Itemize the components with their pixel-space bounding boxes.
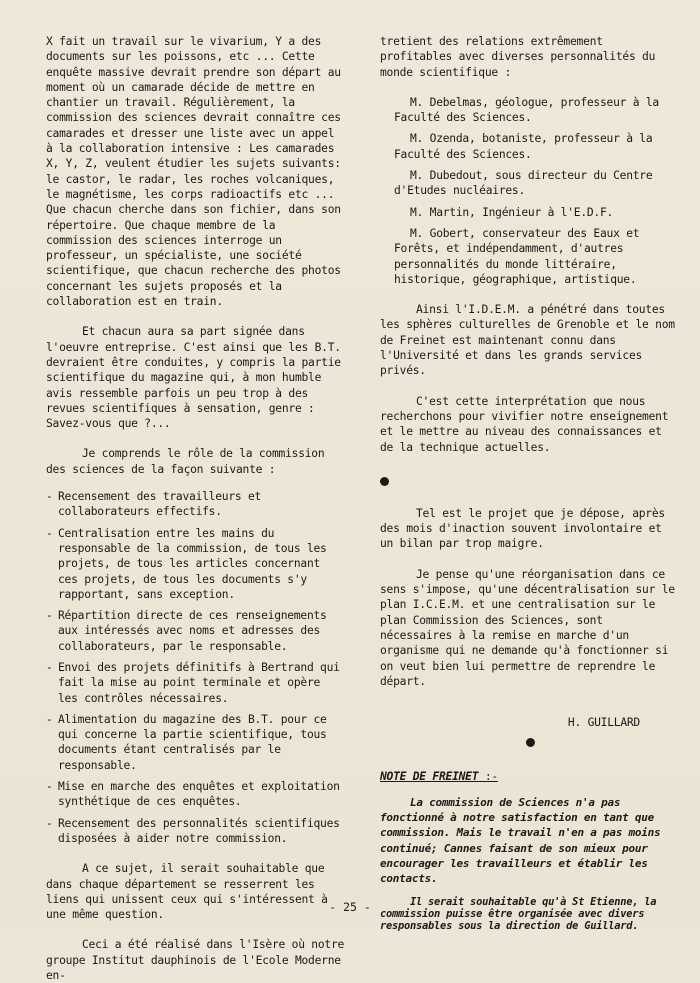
note-title-text: NOTE DE FREINET	[380, 770, 479, 784]
list-item: - Répartition directe de ces renseignements aux intéressés avec noms et adresses des collaborateurs, par le responsable.	[46, 608, 346, 654]
paragraph: Ceci a été réalisé dans l'Isère où notre groupe Institut dauphinois de l'Ecole Moderne en-	[46, 938, 345, 983]
list-item: - Envoi des projets définitifs à Bertrand qui fait la mise au point terminale et opère les contrôles nécessaires.	[46, 660, 346, 706]
paragraph: A ce sujet, il serait souhaitable que dans chaque département se resserrent les liens qui unissent ceux qui s'intéressent à une même question.	[46, 862, 328, 922]
paragraph: X fait un travail sur le vivarium, Y a des documents sur les poissons, etc ... Cette enquête massive devrait prendre son départ au moment où un camarade décide de mettre en chantier un travail. Régulièrement, la commission des sciences devrait connaître ces camarades et dresser une liste avec un appel à la collaboration intensive : Les camarades X, Y, Z, veulent étudier les sujets suivants: le castor, le radar, les roches volcaniques, le magnétisme, les corps radioactifs etc ... Que chacun cherche dans son fichier, dans son répertoire. Que chaque membre de la commission des sciences interroge un professeur, un spécialiste, une société scientifique, que chacun recherche des photos concernant les sujets proposés et la collaboration est en train.	[46, 35, 341, 309]
list-item: - Mise en marche des enquêtes et exploitation synthétique de ces enquêtes.	[46, 779, 346, 810]
note-title	[380, 769, 680, 784]
paragraph: Tel est le projet que je dépose, après des mois d'inaction souvent involontaire et un bilan par trop maigre.	[380, 506, 665, 551]
paragraph: Ainsi l'I.D.E.M. a pénétré dans toutes les sphères culturelles de Grenoble et le nom de Freinet est maintenant connu dans l'Université et dans les grands services privés.	[380, 303, 675, 378]
paragraph: Et chacun aura sa part signée dans l'oeuvre entreprise. C'est ainsi que les B.T. devraient être conduites, y compris la partie scientifique du magazine qui, à mon humble avis ressemble parfois un peu trop à des revues scientifiques à sensation, genre : Savez-vous que ?...	[46, 325, 341, 431]
paragraph: tretient des relations extrêmement profitables avec diverses personnalités du monde scientifique :	[380, 35, 656, 79]
role-list	[46, 489, 346, 846]
paragraph: Je pense qu'une réorganisation dans ce sens s'impose, qu'une décentralisation sur le plan I.C.E.M. et une centralisation sur le plan Commission des Sciences, sont nécessaires à la remise en marche d'un organisme qui ne demande qu'à fonctionner si on veut bien lui permettre de reprendre le départ.	[380, 567, 675, 688]
person-entry: M. Dubedout, sous directeur du Centre d'Etudes nucléaires.	[394, 169, 653, 198]
list-item: - Alimentation du magazine des B.T. pour ce qui concerne la partie scientifique, tous documents étant centralisés par le responsable.	[46, 712, 346, 773]
paragraph: Je comprends le rôle de la commission des sciences de la façon suivante :	[46, 447, 325, 476]
bullet-dot-separator	[526, 738, 535, 747]
person-list	[380, 95, 680, 287]
paragraph: C'est cette interprétation que nous recherchons pour vivifier notre enseignement et le mettre au niveau des connaissances et de la technique actuelles.	[380, 394, 669, 454]
note-paragraph: Il serait souhaitable qu'à St Etienne, la commission puisse être organisée avec divers responsables sous la direction de Guillard.	[380, 896, 657, 933]
page-number: - 25 -	[329, 900, 371, 914]
right-column	[380, 34, 680, 932]
left-column	[46, 34, 346, 983]
person-entry: M. Gobert, conservateur des Eaux et Forêts, et indépendamment, d'autres personnalités du monde littéraire, historique, géographique, artistique.	[394, 226, 640, 286]
person-entry: M. Martin, Ingénieur à l'E.D.F.	[410, 205, 614, 219]
person-entry: M. Debelmas, géologue, professeur à la Faculté des Sciences.	[394, 95, 659, 125]
note-title-tail: :-	[478, 770, 498, 784]
list-item: - Recensement des personnalités scientifiques disposées à aider notre commission.	[46, 816, 346, 847]
note-paragraph: La commission de Sciences n'a pas fonctionné à notre satisfaction en tant que commission. Mais le travail n'en a pas moins continué; Cannes faisant de son mieux pour encourager les travailleurs et établir les contacts.	[380, 795, 661, 886]
signature: H. GUILLARD	[567, 716, 640, 730]
person-entry: M. Ozenda, botaniste, professeur à la Faculté des Sciences.	[394, 132, 653, 161]
bullet-dot-separator	[380, 477, 389, 486]
list-item: - Recensement des travailleurs et collaborateurs effectifs.	[46, 489, 346, 520]
list-item: - Centralisation entre les mains du responsable de la commission, de tous les projets, de tous les articles concernant ces projets, de tous les documents s'y rapportant, sans exception.	[46, 526, 346, 602]
